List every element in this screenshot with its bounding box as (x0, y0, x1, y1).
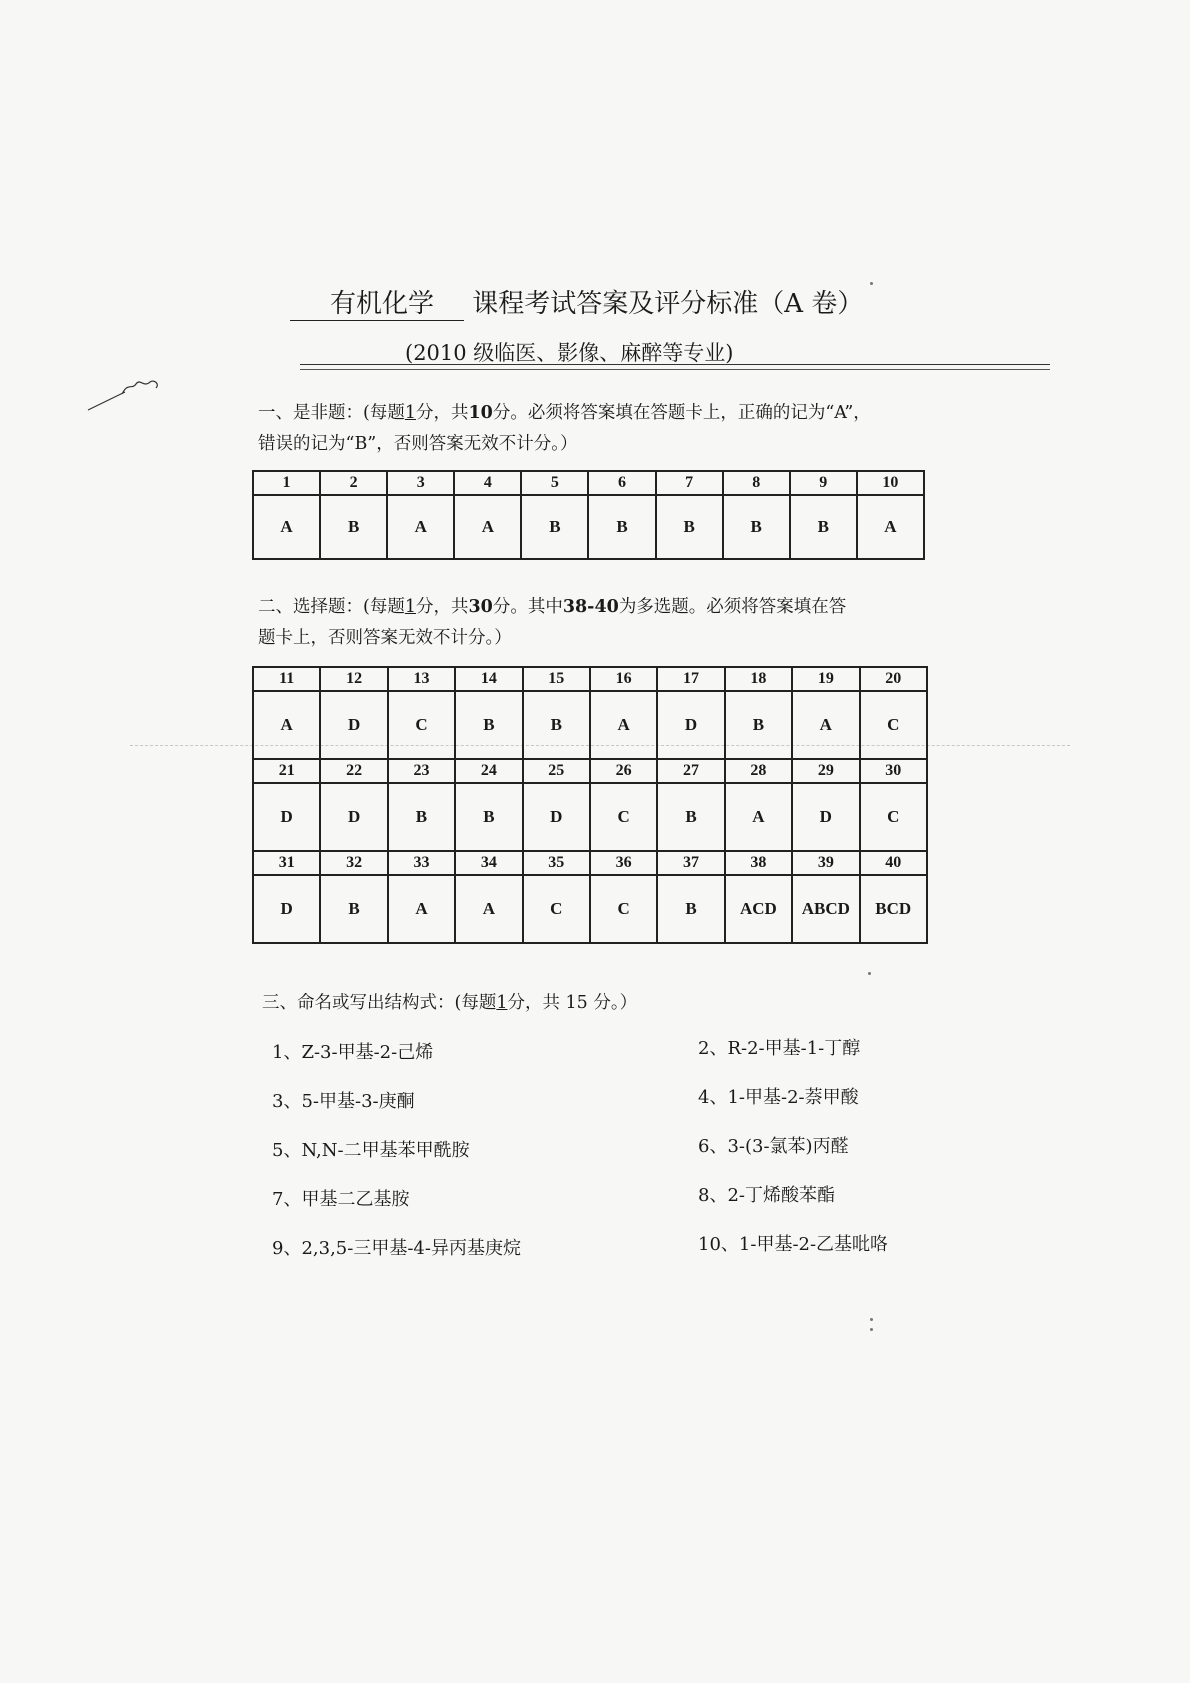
answer-cell: A (792, 691, 859, 759)
answer-cell: D (657, 691, 724, 759)
question-number-cell: 6 (588, 471, 655, 495)
question-number-cell: 29 (792, 759, 859, 783)
question-number-cell: 21 (253, 759, 320, 783)
course-name: 有机化学 (290, 283, 464, 321)
answer-cell: B (723, 495, 790, 559)
question-number-cell: 24 (455, 759, 522, 783)
answer-cell: B (320, 875, 387, 943)
naming-item: 7、甲基二乙基胺 (272, 1189, 410, 1210)
section3-instructions: 三、命名或写出结构式：(每题1分，共 15 分。） (262, 993, 638, 1013)
answer-cell: C (860, 783, 927, 851)
naming-item: 3、5-甲基-3-庚酮 (272, 1091, 415, 1112)
question-number-cell: 36 (590, 851, 657, 875)
header-rule (300, 364, 1050, 365)
page-title (290, 283, 863, 321)
answer-cell: D (253, 783, 320, 851)
naming-item: 4、1-甲基-2-萘甲酸 (698, 1087, 859, 1108)
answer-cell: B (790, 495, 857, 559)
answer-cell: B (320, 495, 387, 559)
question-number-cell: 16 (590, 667, 657, 691)
answer-cell: A (590, 691, 657, 759)
title-text: 课程考试答案及评分标准（A 卷） (472, 289, 864, 319)
answer-cell: B (725, 691, 792, 759)
question-number-cell: 35 (523, 851, 590, 875)
answer-cell: B (521, 495, 588, 559)
question-number-cell: 40 (860, 851, 927, 875)
question-number-cell: 38 (725, 851, 792, 875)
answer-cell: B (388, 783, 455, 851)
answer-cell: B (455, 691, 522, 759)
header-rule (300, 369, 1050, 370)
question-number-cell: 2 (320, 471, 387, 495)
answer-cell: A (387, 495, 454, 559)
question-number-cell: 7 (656, 471, 723, 495)
answer-cell: B (588, 495, 655, 559)
answer-cell: B (523, 691, 590, 759)
question-number-cell: 19 (792, 667, 859, 691)
answer-cell: B (657, 875, 724, 943)
scan-speck (870, 282, 873, 285)
handwritten-mark (80, 370, 180, 420)
question-number-cell: 10 (857, 471, 924, 495)
answer-cell: B (455, 783, 522, 851)
question-number-cell: 31 (253, 851, 320, 875)
section2-instructions: 二、选择题：(每题1分，共30分。其中38-40为多选题。必须将答案填在答 题卡上，否则答案无效不计分。） (258, 597, 847, 648)
question-number-cell: 18 (725, 667, 792, 691)
naming-item: 9、2,3,5-三甲基-4-异丙基庚烷 (272, 1238, 521, 1259)
question-number-cell: 23 (388, 759, 455, 783)
question-number-cell: 30 (860, 759, 927, 783)
scan-speck (870, 1328, 873, 1331)
answer-cell: BCD (860, 875, 927, 943)
question-number-cell: 25 (523, 759, 590, 783)
question-number-cell: 34 (455, 851, 522, 875)
question-number-cell: 8 (723, 471, 790, 495)
section1-answer-table (252, 470, 925, 560)
question-number-cell: 22 (320, 759, 387, 783)
scan-speck (870, 1318, 873, 1321)
section1-instructions: 一、是非题：(每题1分，共10分。必须将答案填在答题卡上，正确的记为“A”， 错误的记为“B”，否则答案无效不计分。） (258, 403, 871, 454)
answer-cell: D (320, 783, 387, 851)
answer-cell: C (860, 691, 927, 759)
answer-cell: B (656, 495, 723, 559)
answer-cell: D (523, 783, 590, 851)
question-number-cell: 32 (320, 851, 387, 875)
page-subtitle: (2010 级临医、影像、麻醉等专业) (405, 341, 734, 365)
question-number-cell: 33 (388, 851, 455, 875)
question-number-cell: 14 (455, 667, 522, 691)
question-number-cell: 9 (790, 471, 857, 495)
answer-cell: A (253, 495, 320, 559)
naming-item: 6、3-(3-氯苯)丙醛 (698, 1136, 849, 1157)
answer-cell: A (725, 783, 792, 851)
answer-cell: C (523, 875, 590, 943)
question-number-cell: 4 (454, 471, 521, 495)
answer-cell: D (320, 691, 387, 759)
question-number-cell: 20 (860, 667, 927, 691)
answer-cell: ABCD (792, 875, 859, 943)
question-number-cell: 39 (792, 851, 859, 875)
scan-speck (868, 972, 871, 975)
answer-cell: B (657, 783, 724, 851)
answer-cell: A (455, 875, 522, 943)
question-number-cell: 3 (387, 471, 454, 495)
question-number-cell: 37 (657, 851, 724, 875)
answer-cell: C (590, 783, 657, 851)
answer-cell: D (792, 783, 859, 851)
naming-item: 10、1-甲基-2-乙基吡咯 (698, 1234, 889, 1255)
question-number-cell: 26 (590, 759, 657, 783)
question-number-cell: 12 (320, 667, 387, 691)
question-number-cell: 15 (523, 667, 590, 691)
question-number-cell: 17 (657, 667, 724, 691)
question-number-cell: 11 (253, 667, 320, 691)
answer-cell: ACD (725, 875, 792, 943)
question-number-cell: 13 (388, 667, 455, 691)
naming-item: 8、2-丁烯酸苯酯 (698, 1185, 835, 1206)
naming-item: 2、R-2-甲基-1-丁醇 (698, 1038, 861, 1059)
answer-cell: C (388, 691, 455, 759)
answer-cell: C (590, 875, 657, 943)
naming-item: 5、N,N-二甲基苯甲酰胺 (272, 1140, 470, 1161)
naming-item: 1、Z-3-甲基-2-己烯 (272, 1042, 434, 1063)
section2-answer-table (252, 666, 928, 944)
answer-cell: A (253, 691, 320, 759)
answer-cell: A (388, 875, 455, 943)
answer-cell: A (454, 495, 521, 559)
answer-cell: D (253, 875, 320, 943)
question-number-cell: 5 (521, 471, 588, 495)
answer-cell: A (857, 495, 924, 559)
question-number-cell: 28 (725, 759, 792, 783)
question-number-cell: 1 (253, 471, 320, 495)
question-number-cell: 27 (657, 759, 724, 783)
